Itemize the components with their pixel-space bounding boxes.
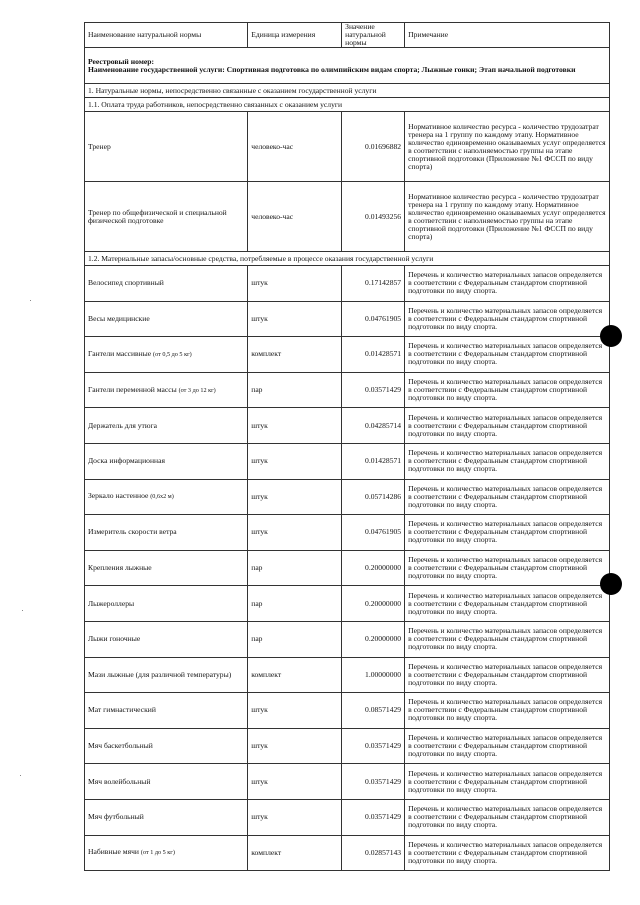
norm-value: 0.20000000 — [342, 550, 405, 586]
norm-note: Нормативное количество ресурса - количество трудозатрат тренера на 1 группу по каждому этапу. Нормативное количество единовременно оказываемых услуг определяется в соответствии с наполняемостью группы на этапе спортивной подготовки (Приложение №1 ФССП по виду спорта) — [405, 182, 610, 252]
scan-speck — [22, 610, 23, 611]
norm-name-text: Зеркало настенное — [88, 491, 151, 501]
norm-name-text: Гантели переменной массы — [88, 384, 179, 394]
norm-note: Перечень и количество материальных запасов определяется в соответствии с Федеральным стандартом спортивной подготовки по виду спорта. — [405, 372, 610, 408]
norm-note: Перечень и количество материальных запасов определяется в соответствии с Федеральным стандартом спортивной подготовки по виду спорта. — [405, 479, 610, 515]
norm-note: Перечень и количество материальных запасов определяется в соответствии с Федеральным стандартом спортивной подготовки по виду спорта. — [405, 443, 610, 479]
registry-row — [85, 48, 610, 84]
norm-name — [85, 408, 248, 444]
norm-name — [85, 443, 248, 479]
norm-unit: комплект — [248, 657, 342, 693]
norm-value: 0.05714286 — [342, 479, 405, 515]
norm-name-size: (от 1 до 5 кг) — [140, 849, 175, 857]
table-row — [85, 621, 610, 657]
norm-note: Перечень и количество материальных запасов определяется в соответствии с Федеральным стандартом спортивной подготовки по виду спорта. — [405, 550, 610, 586]
norm-unit: пар — [248, 550, 342, 586]
table-row — [85, 550, 610, 586]
norm-value: 0.04285714 — [342, 408, 405, 444]
norm-value: 0.03571429 — [342, 799, 405, 835]
norm-value: 0.01428571 — [342, 337, 405, 373]
header-name: Наименование натуральной нормы — [85, 23, 248, 48]
norm-name — [85, 799, 248, 835]
norm-unit: пар — [248, 372, 342, 408]
norm-note: Перечень и количество материальных запасов определяется в соответствии с Федеральным стандартом спортивной подготовки по виду спорта. — [405, 728, 610, 764]
norm-unit: комплект — [248, 337, 342, 373]
norms-table — [84, 22, 610, 871]
table-row — [85, 266, 610, 302]
punch-hole-mark — [600, 325, 622, 347]
table-row — [85, 799, 610, 835]
norm-name — [85, 337, 248, 373]
norm-name-text: Мат гимнастический — [88, 705, 156, 715]
norm-note: Перечень и количество материальных запасов определяется в соответствии с Федеральным стандартом спортивной подготовки по виду спорта. — [405, 835, 610, 871]
norm-value: 0.20000000 — [342, 621, 405, 657]
norm-unit: штук — [248, 799, 342, 835]
table-row — [85, 372, 610, 408]
norm-name-text: Мази лыжные (для различной температуры) — [88, 669, 232, 679]
norm-name-text: Держатель для утюга — [88, 420, 158, 430]
norm-value: 0.17142857 — [342, 266, 405, 302]
norm-value: 0.03571429 — [342, 728, 405, 764]
norm-name — [85, 764, 248, 800]
norm-unit: штук — [248, 301, 342, 337]
norm-name — [85, 693, 248, 729]
norm-unit: человеко-час — [248, 112, 342, 182]
section-1-2-title: 1.2. Материальные запасы/основные средства, потребляемые в процессе оказания государственной услуги — [85, 252, 610, 266]
table-row — [85, 764, 610, 800]
norm-note: Перечень и количество материальных запасов определяется в соответствии с Федеральным стандартом спортивной подготовки по виду спорта. — [405, 266, 610, 302]
norm-name-text: Набивные мячи — [88, 847, 141, 857]
header-unit: Единица измерения — [248, 23, 342, 48]
scan-speck — [20, 775, 21, 776]
section-row — [85, 84, 610, 98]
norm-name: Тренер — [85, 112, 248, 182]
norm-value: 0.03571429 — [342, 764, 405, 800]
norm-value: 0.04761905 — [342, 515, 405, 551]
table-row — [85, 728, 610, 764]
norm-unit: штук — [248, 764, 342, 800]
norm-name — [85, 515, 248, 551]
norm-value: 0.02857143 — [342, 835, 405, 871]
norm-value: 1.00000000 — [342, 657, 405, 693]
header-note: Примечание — [405, 23, 610, 48]
norm-unit: пар — [248, 586, 342, 622]
norm-name — [85, 621, 248, 657]
section-row — [85, 252, 610, 266]
norm-unit: комплект — [248, 835, 342, 871]
norm-name — [85, 835, 248, 871]
norm-unit: человеко-час — [248, 182, 342, 252]
norm-note: Перечень и количество материальных запасов определяется в соответствии с Федеральным стандартом спортивной подготовки по виду спорта. — [405, 657, 610, 693]
norm-name-text: Крепления лыжные — [88, 563, 152, 573]
norm-name — [85, 728, 248, 764]
header-value: Значение натуральной нормы — [342, 23, 405, 48]
norm-note: Перечень и количество материальных запасов определяется в соответствии с Федеральным стандартом спортивной подготовки по виду спорта. — [405, 586, 610, 622]
norm-name-text: Лыжероллеры — [88, 598, 135, 608]
norm-name-text: Гантели массивные — [88, 348, 154, 358]
table-row — [85, 408, 610, 444]
norm-value: 0.01696882 — [342, 112, 405, 182]
norm-name-text: Мяч баскетбольный — [88, 741, 153, 751]
norm-unit: штук — [248, 515, 342, 551]
norm-name — [85, 266, 248, 302]
norm-name: Тренер по общефизической и специальной физической подготовке — [85, 182, 248, 252]
norm-value: 0.04761905 — [342, 301, 405, 337]
norm-name-text: Доска информационная — [88, 456, 165, 466]
norm-unit: штук — [248, 266, 342, 302]
norm-name — [85, 301, 248, 337]
norm-note: Перечень и количество материальных запасов определяется в соответствии с Федеральным стандартом спортивной подготовки по виду спорта. — [405, 764, 610, 800]
section-1-1-title: 1.1. Оплата труда работников, непосредственно связанных с оказанием услуги — [85, 98, 610, 112]
norm-note: Перечень и количество материальных запасов определяется в соответствии с Федеральным стандартом спортивной подготовки по виду спорта. — [405, 301, 610, 337]
norm-note: Нормативное количество ресурса - количество трудозатрат тренера на 1 группу по каждому этапу. Нормативное количество единовременно оказываемых услуг определяется в соответствии с наполняемостью группы на этапе спортивной подготовки (Приложение №1 ФССП по виду спорта) — [405, 112, 610, 182]
table-row — [85, 515, 610, 551]
scan-speck — [30, 300, 31, 301]
norm-value: 0.03571429 — [342, 372, 405, 408]
registry-number: Реестровый номер: — [88, 56, 155, 66]
table-row — [85, 586, 610, 622]
table-row — [85, 693, 610, 729]
norm-name — [85, 586, 248, 622]
punch-hole-mark — [600, 573, 622, 595]
norm-name — [85, 550, 248, 586]
norm-unit: штук — [248, 479, 342, 515]
norm-name-text: Мяч волейбольный — [88, 776, 151, 786]
norm-name-size: (от 0,5 до 5 кг) — [153, 350, 192, 358]
norm-name — [85, 372, 248, 408]
norm-name-text: Мяч футбольный — [88, 812, 144, 822]
table-row — [85, 182, 610, 252]
table-row — [85, 657, 610, 693]
norm-value: 0.01493256 — [342, 182, 405, 252]
norm-note: Перечень и количество материальных запасов определяется в соответствии с Федеральным стандартом спортивной подготовки по виду спорта. — [405, 799, 610, 835]
norm-unit: штук — [248, 443, 342, 479]
norm-value: 0.20000000 — [342, 586, 405, 622]
table-row — [85, 337, 610, 373]
norm-note: Перечень и количество материальных запасов определяется в соответствии с Федеральным стандартом спортивной подготовки по виду спорта. — [405, 621, 610, 657]
table-row — [85, 301, 610, 337]
service-name: Наименование государственной услуги: Спортивная подготовка по олимпийским видам спорта; Лыжные гонки; Этап начальной подготовки — [88, 64, 576, 74]
norm-name-text: Весы медицинские — [88, 313, 150, 323]
norm-unit: штук — [248, 408, 342, 444]
norm-value: 0.01428571 — [342, 443, 405, 479]
table-row — [85, 479, 610, 515]
registry-cell — [85, 48, 610, 84]
norm-note: Перечень и количество материальных запасов определяется в соответствии с Федеральным стандартом спортивной подготовки по виду спорта. — [405, 408, 610, 444]
table-header-row — [85, 23, 610, 48]
table-row — [85, 835, 610, 871]
norm-name — [85, 479, 248, 515]
norm-name-text: Измеритель скорости ветра — [88, 527, 177, 537]
norm-note: Перечень и количество материальных запасов определяется в соответствии с Федеральным стандартом спортивной подготовки по виду спорта. — [405, 693, 610, 729]
norm-name-text: Велосипед спортивный — [88, 278, 164, 288]
norm-unit: пар — [248, 621, 342, 657]
norm-name — [85, 657, 248, 693]
norm-name-size: (0,6х2 м) — [150, 493, 174, 501]
norm-name-size: (от 3 до 12 кг) — [178, 386, 216, 394]
norm-unit: штук — [248, 728, 342, 764]
norm-note: Перечень и количество материальных запасов определяется в соответствии с Федеральным стандартом спортивной подготовки по виду спорта. — [405, 337, 610, 373]
table-row — [85, 443, 610, 479]
norm-unit: штук — [248, 693, 342, 729]
norm-value: 0.08571429 — [342, 693, 405, 729]
section-1-title: 1. Натуральные нормы, непосредственно связанные с оказанием государственной услуги — [85, 84, 610, 98]
table-row — [85, 112, 610, 182]
norm-name-text: Лыжи гоночные — [88, 634, 141, 644]
section-row — [85, 98, 610, 112]
norm-note: Перечень и количество материальных запасов определяется в соответствии с Федеральным стандартом спортивной подготовки по виду спорта. — [405, 515, 610, 551]
